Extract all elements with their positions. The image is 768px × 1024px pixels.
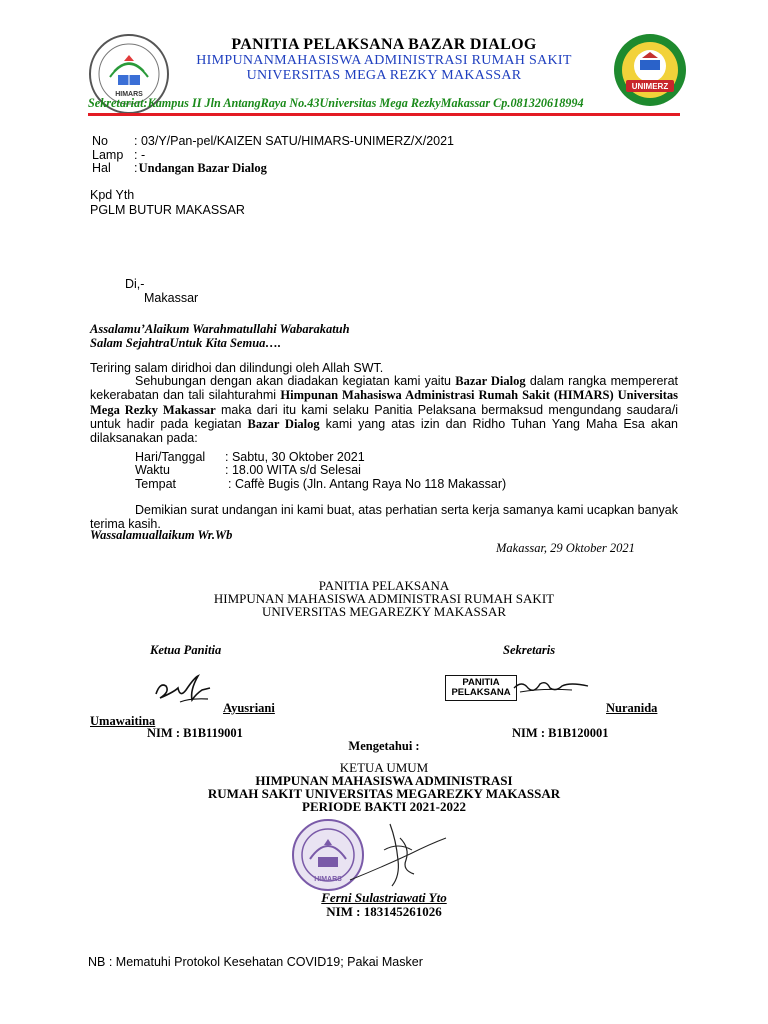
attachment-row [92, 148, 145, 162]
letterhead-divider [88, 113, 680, 116]
body-paragraph [90, 374, 678, 445]
secretary-signature [512, 676, 592, 698]
schedule-place-label: Tempat [135, 477, 176, 491]
subject-row [92, 161, 267, 176]
body-opening: Teriring salam diridhoi dan dilindungi oleh Allah SWT. [90, 361, 384, 375]
attachment-value: : - [134, 148, 146, 162]
secretary-title: Sekretaris [503, 643, 556, 657]
subject-label: Hal [92, 161, 111, 175]
approval-role: KETUA UMUM [339, 760, 429, 775]
letter-number-value: : 03/Y/Pan-pel/KAIZEN SATU/HIMARS-UNIMERZ/X/2021 [134, 134, 455, 148]
chair-nim: NIM : B1B119001 [147, 726, 243, 740]
schedule-time-label: Waktu [135, 463, 170, 477]
chair-name-first: Ayusriani [223, 701, 275, 715]
event-name-2: Bazar Dialog [247, 416, 320, 431]
svg-text:HIMARS: HIMARS [115, 91, 143, 98]
body-closing-text: Demikian surat undangan ini kami buat, atas perhatian serta kerja samanya kami ucapkan banyak terima kasih. [90, 503, 678, 532]
svg-text:UNIMERZ: UNIMERZ [631, 82, 669, 91]
schedule-date-label: Hari/Tanggal [135, 450, 206, 464]
footnote: NB : Mematuhi Protokol Kesehatan COVID19; Pakai Masker [88, 955, 423, 969]
schedule-time-value: : 18.00 WITA s/d Selesai [225, 463, 361, 477]
letter-number-row [92, 134, 454, 148]
subject-value: Undangan Bazar Dialog [138, 161, 267, 175]
attachment-label: Lamp [92, 148, 124, 162]
schedule-row [135, 450, 365, 464]
approval-period: PERIODE BAKTI 2021-2022 [302, 799, 466, 814]
schedule-row [135, 463, 361, 477]
event-name: Bazar Dialog [455, 374, 526, 388]
approval-label: Mengetahui : [348, 739, 420, 753]
committee-title: PANITIA PELAKSANA [318, 578, 450, 593]
chair-name-second: Umawaitina [90, 714, 156, 728]
letterhead-title: PANITIA PELAKSANA BAZAR DIALOG [231, 36, 537, 53]
body-text-4: kami yang atas izin dan Ridho Tuhan Yang Maha Esa akan dilaksanakan pada: [90, 416, 678, 446]
approver-nim: NIM : 183145261026 [326, 904, 442, 919]
subject-colon: : [134, 161, 138, 175]
recipient-city: Makassar [144, 291, 199, 305]
letterhead-secretariat: Sekretariat:Kampus II Jln AntangRaya No.43Universitas Mega RezkyMakassar Cp.081320618994 [88, 96, 584, 110]
stamp-line-2: PELAKSANA [451, 687, 511, 698]
letter-number-label: No [92, 134, 108, 148]
secretary-name: Nuranida [606, 701, 658, 715]
greeting-line-2: Salam SejahtraUntuk Kita Semua…. [90, 336, 282, 350]
approval-org-line2: RUMAH SAKIT UNIVERSITAS MEGAREZKY MAKASSAR [207, 786, 561, 801]
body-text-1: Sehubungan dengan akan diadakan kegiatan kami yaitu [135, 374, 456, 388]
letter-date: Makassar, 29 Oktober 2021 [496, 541, 635, 555]
letterhead-org-line2: UNIVERSITAS MEGA REZKY MAKASSAR [246, 68, 522, 83]
committee-stamp [445, 675, 517, 701]
letterhead-org-line1: HIMPUNANMAHASISWA ADMINISTRASI RUMAH SAKIT [196, 53, 572, 68]
svg-text:HIMARS: HIMARS [314, 876, 342, 883]
recipient-name: PGLM BUTUR MAKASSAR [90, 203, 245, 217]
chair-title: Ketua Panitia [150, 643, 222, 657]
committee-org: HIMPUNAN MAHASISWA ADMINISTRASI RUMAH SAKIT [213, 591, 555, 606]
secretary-nim: NIM : B1B120001 [512, 726, 609, 740]
recipient-di: Di,- [125, 277, 145, 291]
closing-salutation: Wassalamuallaikum Wr.Wb [90, 528, 233, 542]
recipient-prefix: Kpd Yth [90, 188, 135, 202]
body-text-3: maka dari itu kami selaku Panitia Pelaksana bermaksud mengundang saudara/i untuk hadir pada kegiatan [90, 402, 678, 431]
greeting-line-1: Assalamu’Alaikum Warahmatullahi Wabarakatuh [90, 322, 350, 336]
chair-signature [150, 668, 220, 708]
approver-name: Ferni Sulastriawati Yto [321, 890, 447, 905]
body-text-2: dalam rangka mempererat kekerabatan dan tali silahturahmi [90, 374, 679, 403]
stamp-line-1: PANITIA [462, 677, 500, 688]
schedule-place-value: : Caffè Bugis (Jln. Antang Raya No 118 Makassar) [228, 477, 507, 491]
schedule-row [135, 477, 506, 491]
committee-university: UNIVERSITAS MEGAREZKY MAKASSAR [261, 604, 507, 619]
approval-org-line1: HIMPUNAN MAHASISWA ADMINISTRASI [255, 773, 513, 788]
approver-signature [340, 820, 450, 890]
schedule-date-value: : Sabtu, 30 Oktober 2021 [225, 450, 365, 464]
organization-name: Himpunan Mahasiswa Administrasi Rumah Sakit (HIMARS) Universitas Mega Rezky Makassar [90, 388, 679, 417]
